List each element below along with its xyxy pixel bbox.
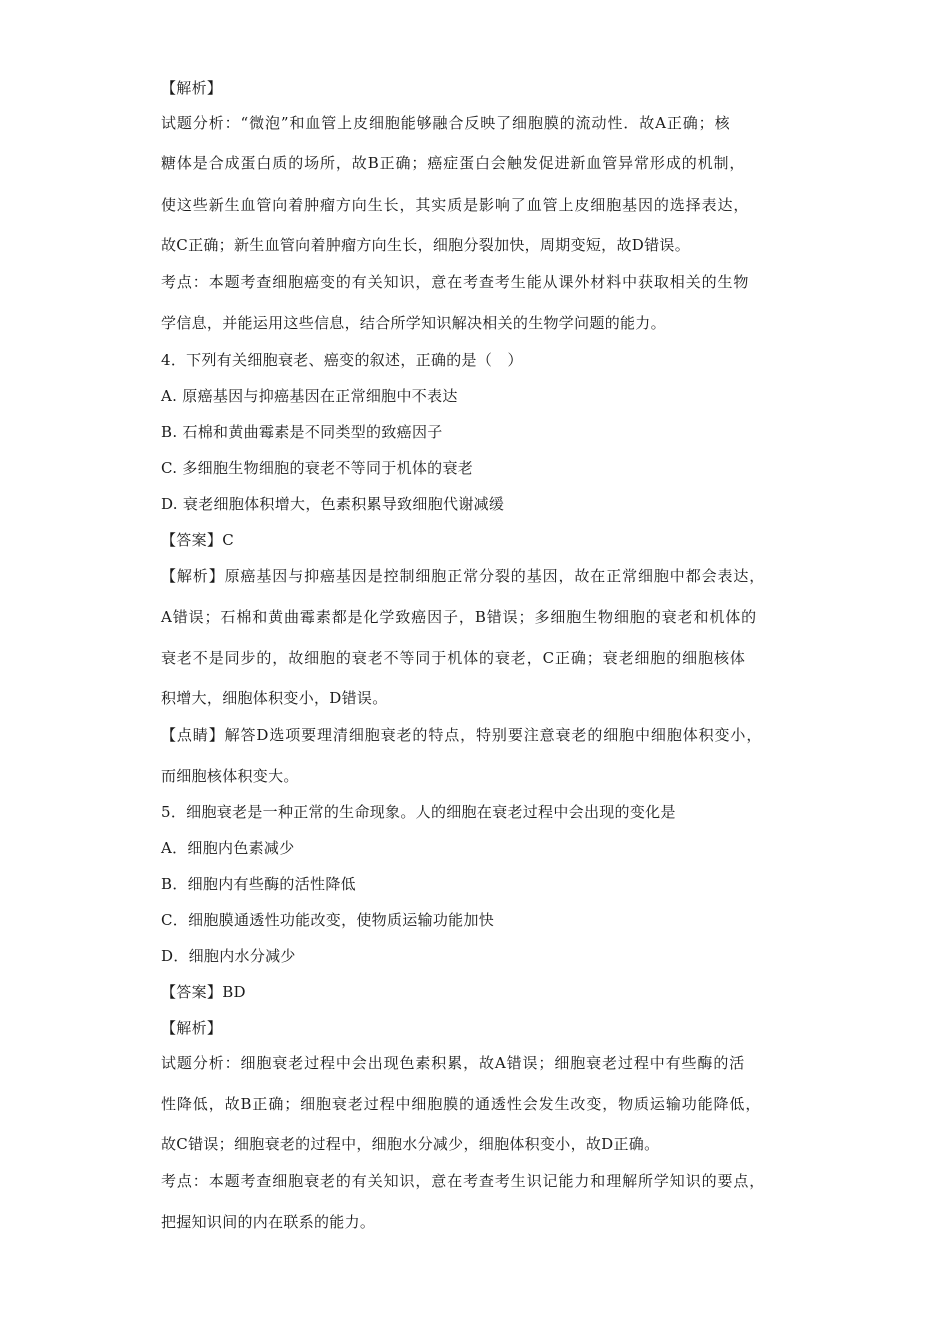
question-5-option-d: D．细胞内水分减少 <box>161 947 296 965</box>
question-4-analysis-line: A错误；石棉和黄曲霉素都是化学致癌因子，B错误；多细胞生物细胞的衰老和机体的 <box>161 608 758 626</box>
section-heading-analysis: 【解析】 <box>161 79 223 97</box>
question-4-analysis-line: 积增大，细胞体积变小，D错误。 <box>161 689 388 707</box>
analysis-text-line: 使这些新生血管向着肿瘤方向生长，其实质是影响了血管上皮细胞基因的选择表达， <box>161 196 750 214</box>
question-4-answer: 【答案】C <box>161 531 234 549</box>
question-5-analysis-heading: 【解析】 <box>161 1019 223 1037</box>
analysis-text-line: 试题分析：“微泡”和血管上皮细胞能够融合反映了细胞膜的流动性．故A正确；核 <box>161 114 731 132</box>
question-5-option-a: A．细胞内色素减少 <box>161 839 295 857</box>
question-5-analysis-line: 故C错误；细胞衰老的过程中，细胞水分减少，细胞体积变小，故D正确。 <box>161 1135 660 1153</box>
question-5-option-b: B．细胞内有些酶的活性降低 <box>161 875 356 893</box>
question-4-analysis-line: 【解析】原癌基因与抑癌基因是控制细胞正常分裂的基因，故在正常细胞中都会表达， <box>161 567 766 585</box>
question-5-option-c: C．细胞膜通透性功能改变，使物质运输功能加快 <box>161 911 495 929</box>
question-4-option-a: A. 原癌基因与抑癌基因在正常细胞中不表达 <box>161 387 458 405</box>
question-5-stem: 5．细胞衰老是一种正常的生命现象。人的细胞在衰老过程中会出现的变化是 <box>161 803 676 821</box>
question-4-analysis-line: 衰老不是同步的，故细胞的衰老不等同于机体的衰老，C正确；衰老细胞的细胞核体 <box>161 649 746 667</box>
question-4-tip-line: 而细胞核体积变大。 <box>161 767 299 785</box>
analysis-text-line: 故C正确；新生血管向着肿瘤方向生长，细胞分裂加快，周期变短，故D错误。 <box>161 236 691 254</box>
question-5-exam-point-line: 把握知识间的内在联系的能力。 <box>161 1213 376 1231</box>
analysis-text-line: 糖体是合成蛋白质的场所，故B正确；癌症蛋白会触发促进新血管异常形成的机制， <box>161 154 746 172</box>
question-5-analysis-line: 试题分析：细胞衰老过程中会出现色素积累，故A错误；细胞衰老过程中有些酶的活 <box>161 1054 746 1072</box>
question-5-exam-point-line: 考点：本题考查细胞衰老的有关知识，意在考查考生识记能力和理解所学知识的要点， <box>161 1172 766 1190</box>
question-4-stem: 4．下列有关细胞衰老、癌变的叙述，正确的是（ ） <box>161 351 523 369</box>
question-5-answer: 【答案】BD <box>161 983 246 1001</box>
question-4-option-d: D. 衰老细胞体积增大，色素积累导致细胞代谢减缓 <box>161 495 505 513</box>
question-5-analysis-line: 性降低，故B正确；细胞衰老过程中细胞膜的通透性会发生改变，物质运输功能降低， <box>161 1095 762 1113</box>
question-4-tip-line: 【点睛】解答D选项要理清细胞衰老的特点，特别要注意衰老的细胞中细胞体积变小， <box>161 726 763 744</box>
exam-point-line: 学信息，并能运用这些信息，结合所学知识解决相关的生物学问题的能力。 <box>161 314 666 332</box>
exam-point-line: 考点：本题考查细胞癌变的有关知识，意在考查考生能从课外材料中获取相关的生物 <box>161 273 750 291</box>
question-4-option-b: B. 石棉和黄曲霉素是不同类型的致癌因子 <box>161 423 443 441</box>
question-4-option-c: C. 多细胞生物细胞的衰老不等同于机体的衰老 <box>161 459 474 477</box>
